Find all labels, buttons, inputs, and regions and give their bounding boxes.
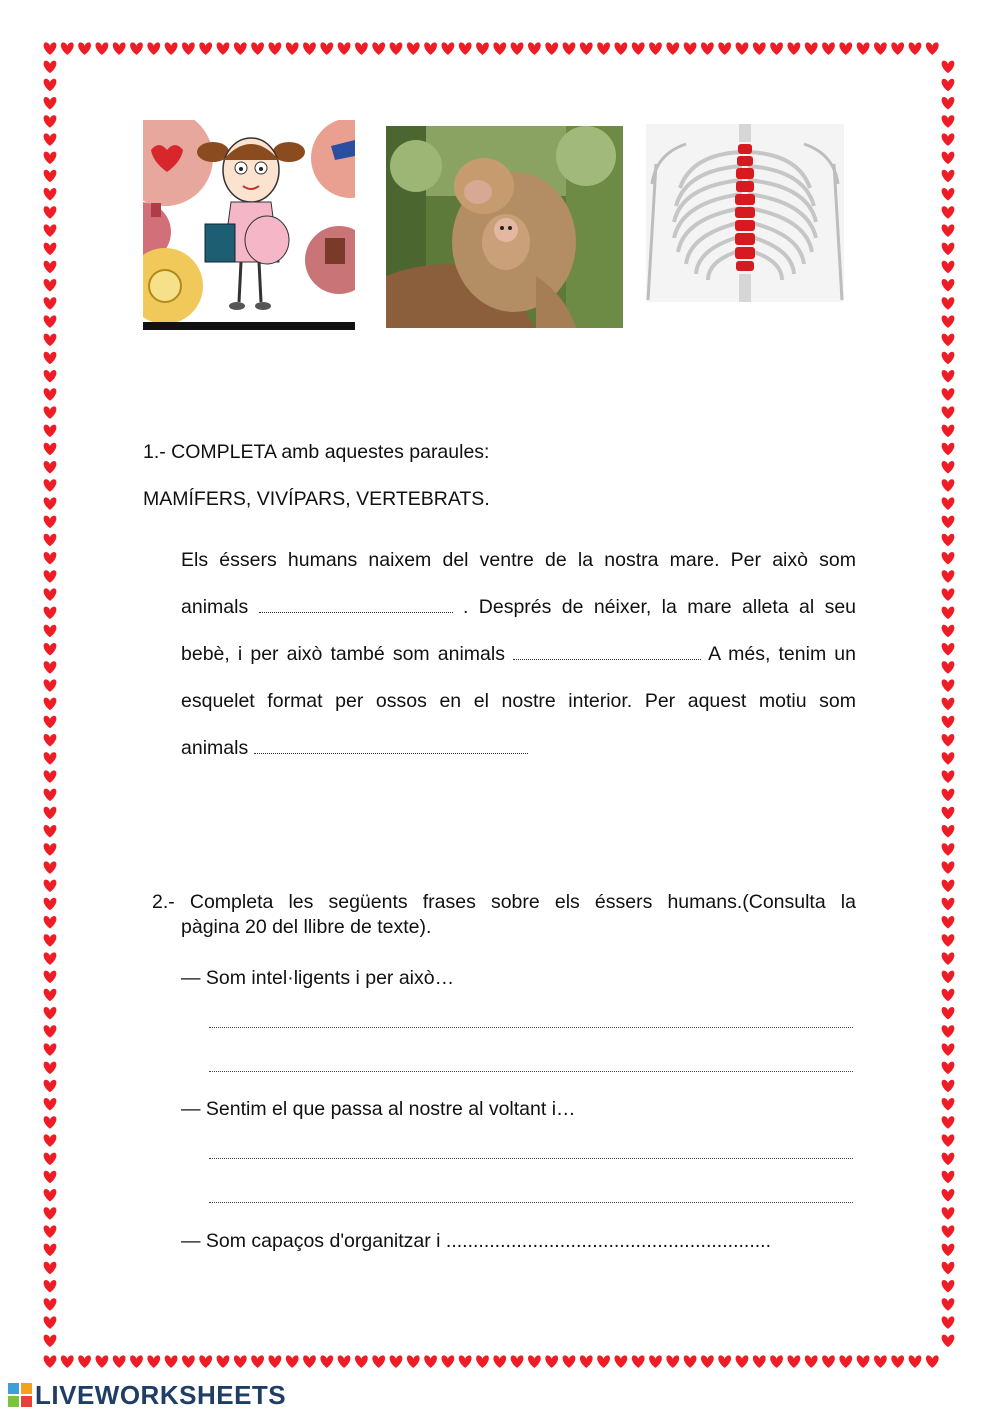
heart-icon	[303, 42, 316, 54]
heart-icon	[44, 479, 57, 491]
heart-icon	[857, 1355, 870, 1367]
heart-icon	[44, 898, 57, 910]
liveworksheets-brand: LIVEWORKSHEETS	[35, 1379, 287, 1410]
heart-icon	[147, 42, 160, 54]
heart-icon	[44, 61, 57, 73]
heart-icon	[822, 1355, 835, 1367]
heart-icon	[942, 133, 955, 145]
heart-icon	[597, 42, 610, 54]
heart-icon	[182, 42, 195, 54]
liveworksheets-icon	[8, 1383, 32, 1407]
heart-icon	[78, 1355, 91, 1367]
heart-icon	[338, 1355, 351, 1367]
heart-icon	[942, 661, 955, 673]
exercise2-item1: — Som intel·ligents i per això…	[181, 967, 455, 989]
heart-icon	[942, 770, 955, 782]
heart-icon	[909, 1355, 922, 1367]
heart-icon	[857, 42, 870, 54]
heart-icon	[44, 916, 57, 928]
heart-icon	[942, 297, 955, 309]
heart-icon	[234, 42, 247, 54]
heart-icon	[442, 42, 455, 54]
heart-icon	[44, 807, 57, 819]
heart-icon	[44, 1355, 57, 1367]
heart-icon	[942, 1244, 955, 1256]
heart-icon	[942, 752, 955, 764]
heart-icon	[44, 570, 57, 582]
heart-icon	[942, 861, 955, 873]
heart-icon	[942, 388, 955, 400]
heart-icon	[528, 1355, 541, 1367]
heart-icon	[942, 497, 955, 509]
heart-icon	[407, 1355, 420, 1367]
heart-icon	[528, 42, 541, 54]
heart-icon	[44, 425, 57, 437]
heart-icon	[407, 42, 420, 54]
heart-icon	[44, 643, 57, 655]
heart-icon	[44, 79, 57, 91]
heart-icon	[44, 534, 57, 546]
heart-icon	[130, 42, 143, 54]
heart-icon	[44, 1153, 57, 1165]
heart-icon	[44, 789, 57, 801]
heart-icon	[44, 370, 57, 382]
liveworksheets-logo	[8, 1381, 286, 1409]
heart-icon	[44, 1280, 57, 1292]
heart-icon	[874, 42, 887, 54]
heart-icon	[942, 461, 955, 473]
heart-icon	[44, 1116, 57, 1128]
heart-icon	[942, 334, 955, 346]
heart-icon	[234, 1355, 247, 1367]
pregnant-girl-illustration	[143, 120, 355, 330]
heart-icon	[942, 152, 955, 164]
heart-icon	[942, 643, 955, 655]
heart-icon	[182, 1355, 195, 1367]
heart-icon	[44, 861, 57, 873]
heart-icon	[701, 1355, 714, 1367]
heart-icon	[390, 1355, 403, 1367]
heart-icon	[649, 1355, 662, 1367]
heart-icon	[632, 42, 645, 54]
heart-icon	[44, 1025, 57, 1037]
heart-icon	[372, 42, 385, 54]
heart-icon	[44, 1080, 57, 1092]
heart-icon	[942, 516, 955, 528]
heart-icon	[286, 42, 299, 54]
heart-icon	[113, 42, 126, 54]
heart-icon	[199, 42, 212, 54]
heart-icon	[476, 1355, 489, 1367]
heart-icon	[942, 1098, 955, 1110]
heart-icon	[701, 42, 714, 54]
heart-icon	[44, 770, 57, 782]
heart-icon	[926, 1355, 939, 1367]
heart-icon	[942, 243, 955, 255]
heart-icon	[44, 679, 57, 691]
heart-icon	[44, 352, 57, 364]
heart-icon	[942, 1153, 955, 1165]
heart-icon	[251, 1355, 264, 1367]
heart-icon	[580, 1355, 593, 1367]
heart-icon	[44, 1171, 57, 1183]
heart-icon	[217, 1355, 230, 1367]
heart-icon	[736, 42, 749, 54]
answer-line[interactable]	[209, 1071, 853, 1072]
heart-icon	[942, 1189, 955, 1201]
heart-icon	[44, 1189, 57, 1201]
heart-icon	[942, 552, 955, 564]
heart-icon	[874, 1355, 887, 1367]
heart-icon	[942, 807, 955, 819]
heart-icon	[44, 261, 57, 273]
heart-icon	[788, 1355, 801, 1367]
heart-icon	[942, 843, 955, 855]
heart-icon	[545, 1355, 558, 1367]
exercise1-line4: esquelet format per ossos en el nostre interior. Per aquest motiu som	[181, 690, 856, 712]
heart-icon	[942, 1043, 955, 1055]
heart-icon	[942, 1298, 955, 1310]
heart-icon	[269, 42, 282, 54]
heart-icon	[942, 479, 955, 491]
heart-icon	[684, 42, 697, 54]
heart-icon	[718, 42, 731, 54]
heart-icon	[44, 1244, 57, 1256]
heart-icon	[44, 588, 57, 600]
heart-icon	[942, 916, 955, 928]
heart-icon	[942, 880, 955, 892]
heart-icon	[390, 42, 403, 54]
exercise1-line2-start: animals	[181, 596, 249, 618]
heart-icon	[942, 1207, 955, 1219]
answer-line[interactable]	[209, 1027, 853, 1028]
heart-icon	[909, 42, 922, 54]
heart-icon	[286, 1355, 299, 1367]
heart-icon	[753, 42, 766, 54]
heart-icon	[805, 1355, 818, 1367]
heart-icon	[563, 42, 576, 54]
heart-icon	[44, 661, 57, 673]
heart-icon	[44, 516, 57, 528]
heart-icon	[44, 1316, 57, 1328]
heart-icon	[44, 880, 57, 892]
heart-icon	[942, 443, 955, 455]
heart-icon	[942, 1262, 955, 1274]
heart-icon	[615, 42, 628, 54]
heart-icon	[753, 1355, 766, 1367]
heart-icon	[44, 752, 57, 764]
heart-icon	[942, 1062, 955, 1074]
heart-icon	[942, 789, 955, 801]
heart-icon	[44, 734, 57, 746]
heart-icon	[44, 315, 57, 327]
blank-viviparous[interactable]	[259, 596, 453, 613]
heart-icon	[942, 224, 955, 236]
heart-icon	[44, 625, 57, 637]
heart-icon	[942, 698, 955, 710]
heart-icon	[44, 297, 57, 309]
heart-icon	[217, 42, 230, 54]
heart-icon	[44, 42, 57, 54]
heart-icon	[942, 61, 955, 73]
heart-icon	[942, 115, 955, 127]
exercise2-item3: — Som capaços d'organitzar i ............................................................	[181, 1230, 771, 1252]
heart-icon	[736, 1355, 749, 1367]
heart-icon	[684, 1355, 697, 1367]
exercise1-line3-end: A més, tenim un	[708, 643, 856, 665]
heart-icon	[942, 679, 955, 691]
heart-icon	[251, 42, 264, 54]
heart-icon	[165, 42, 178, 54]
heart-icon	[44, 115, 57, 127]
heart-icon	[942, 1225, 955, 1237]
heart-icon	[649, 42, 662, 54]
heart-icon	[942, 206, 955, 218]
heart-icon	[942, 1025, 955, 1037]
heart-icon	[942, 934, 955, 946]
heart-icon	[442, 1355, 455, 1367]
heart-icon	[44, 279, 57, 291]
heart-icon	[942, 370, 955, 382]
heart-icon	[942, 1116, 955, 1128]
heart-icon	[718, 1355, 731, 1367]
heart-icon	[632, 1355, 645, 1367]
heart-icon	[61, 42, 74, 54]
heart-icon	[113, 1355, 126, 1367]
exercise1-word-bank: MAMÍFERS, VIVÍPARS, VERTEBRATS.	[143, 488, 490, 510]
exercise2-heading-line1: 2.- Completa les següents frases sobre els éssers humans.(Consulta la	[152, 891, 856, 913]
heart-icon	[942, 352, 955, 364]
heart-icon	[44, 989, 57, 1001]
heart-icon	[666, 1355, 679, 1367]
heart-icon	[96, 1355, 109, 1367]
heart-icon	[770, 1355, 783, 1367]
heart-icon	[44, 1098, 57, 1110]
heart-icon	[44, 461, 57, 473]
heart-icon	[942, 1280, 955, 1292]
heart-icon	[942, 1171, 955, 1183]
heart-icon	[942, 534, 955, 546]
heart-icon	[942, 989, 955, 1001]
heart-icon	[580, 42, 593, 54]
heart-icon	[44, 97, 57, 109]
heart-icon	[942, 1316, 955, 1328]
heart-icon	[44, 133, 57, 145]
heart-icon	[44, 607, 57, 619]
heart-icon	[320, 1355, 333, 1367]
heart-icon	[44, 1207, 57, 1219]
heart-icon	[459, 42, 472, 54]
heart-icon	[942, 1134, 955, 1146]
heart-icon	[942, 315, 955, 327]
heart-icon	[44, 334, 57, 346]
exercise1-line2	[181, 595, 856, 619]
heart-icon	[44, 552, 57, 564]
heart-icon	[942, 406, 955, 418]
heart-icon	[165, 1355, 178, 1367]
heart-icon	[788, 42, 801, 54]
heart-icon	[822, 42, 835, 54]
heart-icon	[942, 425, 955, 437]
heart-icon	[942, 607, 955, 619]
heart-icon	[44, 497, 57, 509]
heart-icon	[545, 42, 558, 54]
monkey-mother-baby-photo	[386, 126, 623, 328]
heart-icon	[303, 1355, 316, 1367]
heart-icon	[942, 588, 955, 600]
heart-icon	[61, 1355, 74, 1367]
heart-icon	[44, 152, 57, 164]
heart-icon	[942, 898, 955, 910]
heart-icon	[147, 1355, 160, 1367]
heart-icon	[372, 1355, 385, 1367]
exercise2-item2: — Sentim el que passa al nostre al voltant i…	[181, 1098, 576, 1120]
heart-icon	[891, 1355, 904, 1367]
heart-icon	[130, 1355, 143, 1367]
heart-icon	[320, 42, 333, 54]
heart-icon	[44, 1007, 57, 1019]
heart-icon	[44, 952, 57, 964]
heart-icon	[511, 42, 524, 54]
heart-icon	[44, 224, 57, 236]
heart-icon	[891, 42, 904, 54]
heart-icon	[44, 1062, 57, 1074]
heart-icon	[942, 170, 955, 182]
heart-icon	[942, 261, 955, 273]
exercise1-heading: 1.- COMPLETA amb aquestes paraules:	[143, 441, 490, 463]
exercise2-heading-line2: pàgina 20 del llibre de texte).	[181, 916, 432, 938]
heart-icon	[597, 1355, 610, 1367]
heart-icon	[476, 42, 489, 54]
heart-icon	[199, 1355, 212, 1367]
heart-icon	[44, 406, 57, 418]
heart-icon	[942, 971, 955, 983]
exercise1-line3-start: bebè, i per això també som animals	[181, 643, 505, 665]
exercise1-line2-end: . Després de néixer, la mare alleta al seu	[462, 596, 857, 618]
heart-icon	[493, 42, 506, 54]
heart-icon	[511, 1355, 524, 1367]
heart-icon	[44, 698, 57, 710]
exercise1-line5-start: animals	[181, 737, 249, 759]
heart-icon	[942, 97, 955, 109]
heart-icon	[424, 1355, 437, 1367]
heart-icon	[44, 1262, 57, 1274]
heart-icon	[44, 170, 57, 182]
heart-icon	[839, 42, 852, 54]
blank-mammals[interactable]	[513, 643, 701, 660]
heart-icon	[666, 42, 679, 54]
heart-icon	[44, 1335, 57, 1347]
heart-icon	[770, 42, 783, 54]
exercise1-line5	[181, 736, 528, 760]
heart-icon	[615, 1355, 628, 1367]
spine-skeleton-image	[646, 124, 844, 302]
heart-icon	[44, 243, 57, 255]
heart-icon	[942, 279, 955, 291]
heart-icon	[338, 42, 351, 54]
heart-icon	[805, 42, 818, 54]
heart-icon	[942, 952, 955, 964]
heart-icon	[942, 1080, 955, 1092]
heart-icon	[96, 42, 109, 54]
heart-icon	[493, 1355, 506, 1367]
heart-icon	[44, 825, 57, 837]
blank-vertebrates[interactable]	[254, 737, 528, 754]
heart-icon	[459, 1355, 472, 1367]
heart-icon	[942, 188, 955, 200]
heart-icon	[44, 716, 57, 728]
heart-icon	[942, 570, 955, 582]
exercise1-line3	[181, 642, 856, 666]
heart-icon	[44, 188, 57, 200]
heart-icon	[44, 1043, 57, 1055]
heart-icon	[44, 934, 57, 946]
heart-icon	[355, 1355, 368, 1367]
heart-icon	[942, 734, 955, 746]
heart-icon	[44, 1298, 57, 1310]
heart-icon	[44, 443, 57, 455]
heart-icon	[942, 625, 955, 637]
exercise1-line1: Els éssers humans naixem del ventre de la nostra mare. Per això som	[181, 549, 856, 571]
heart-icon	[942, 1007, 955, 1019]
answer-line[interactable]	[209, 1202, 853, 1203]
heart-icon	[78, 42, 91, 54]
heart-icon	[44, 843, 57, 855]
heart-icon	[269, 1355, 282, 1367]
heart-icon	[942, 716, 955, 728]
heart-icon	[44, 1134, 57, 1146]
heart-icon	[355, 42, 368, 54]
heart-icon	[942, 1335, 955, 1347]
heart-icon	[926, 42, 939, 54]
heart-icon	[44, 206, 57, 218]
heart-icon	[44, 971, 57, 983]
heart-icon	[44, 1225, 57, 1237]
heart-icon	[424, 42, 437, 54]
heart-icon	[563, 1355, 576, 1367]
heart-icon	[942, 825, 955, 837]
heart-icon	[44, 388, 57, 400]
heart-icon	[839, 1355, 852, 1367]
heart-icon	[942, 79, 955, 91]
answer-line[interactable]	[209, 1158, 853, 1159]
